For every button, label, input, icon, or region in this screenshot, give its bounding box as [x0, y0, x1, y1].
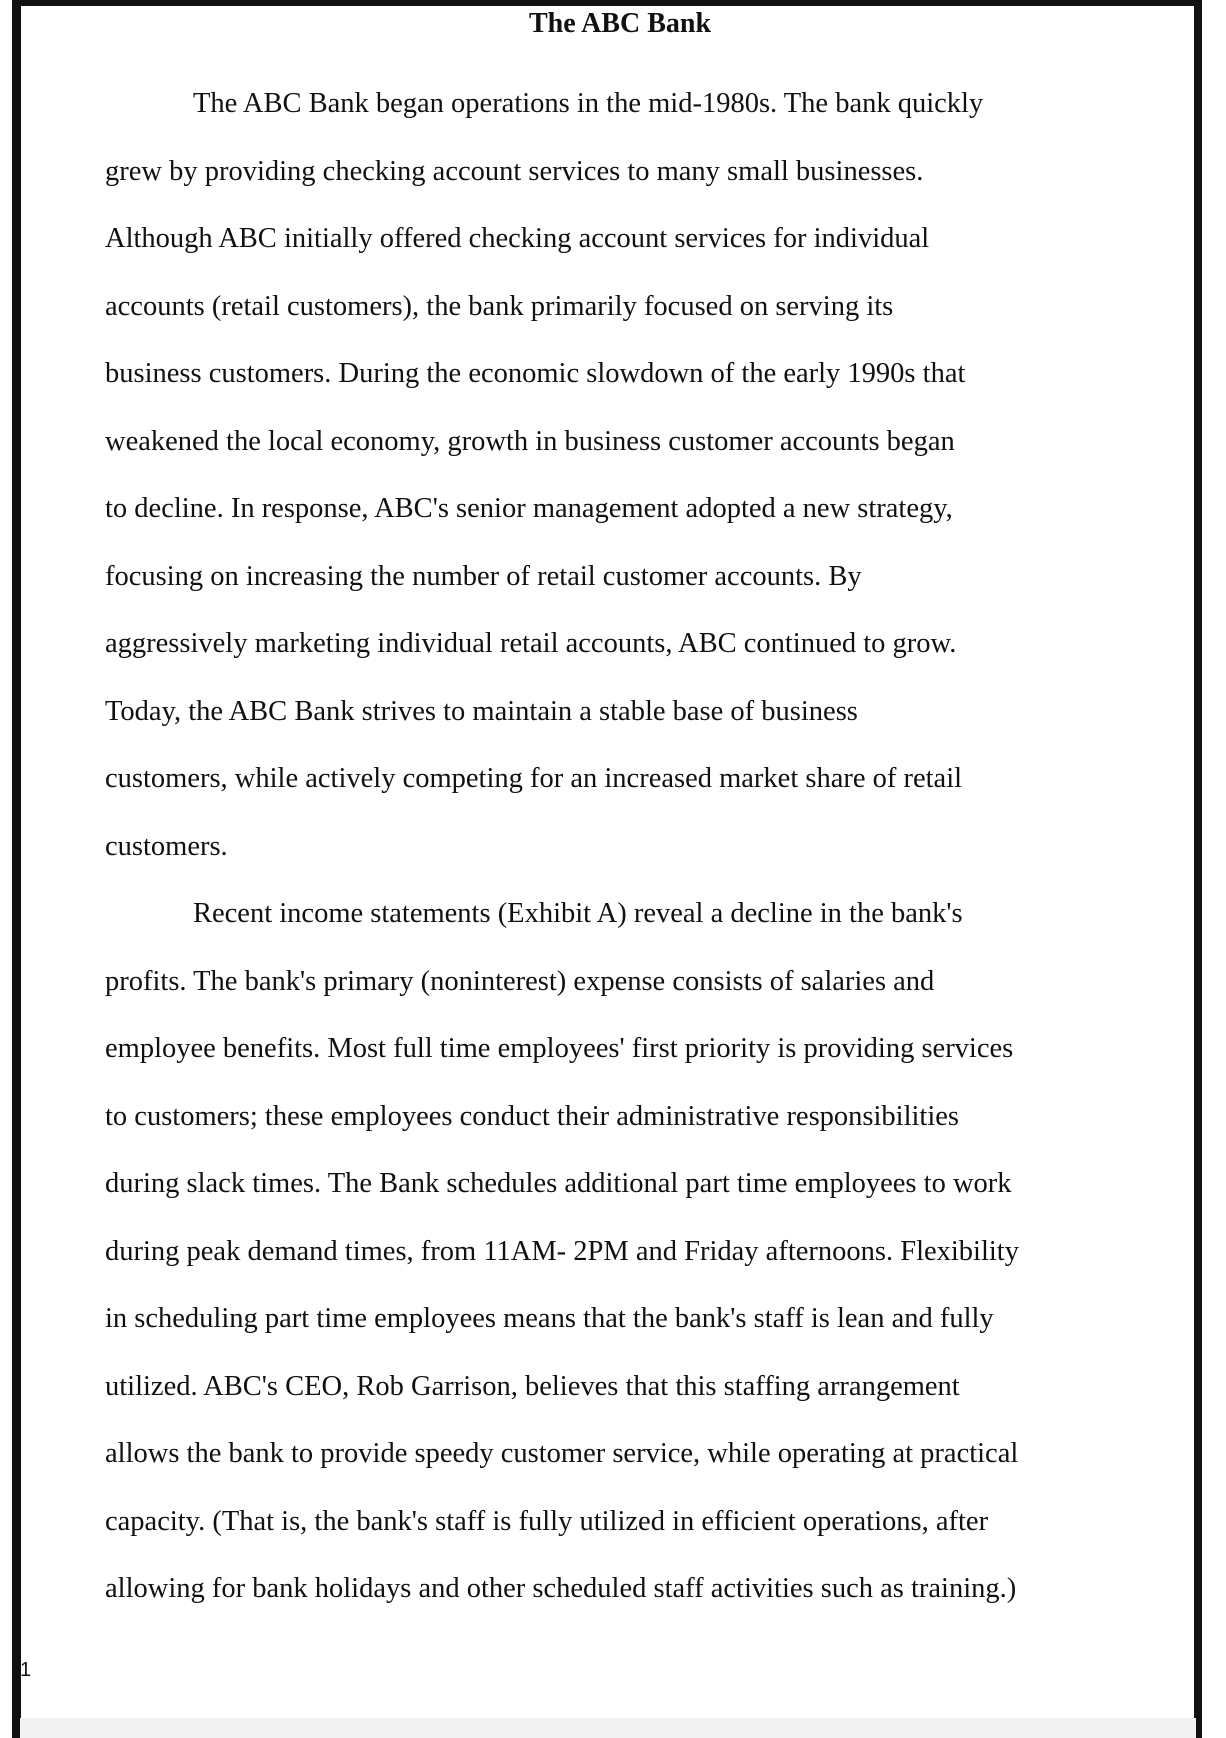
paragraph-line: Today, the ABC Bank strives to maintain a stable base of business [105, 695, 858, 727]
paragraph-line: aggressively marketing individual retail accounts, ABC continued to grow. [105, 628, 957, 659]
page-number: 1 [20, 1659, 32, 1681]
paragraph-2 [105, 880, 1205, 1623]
page-left-border [12, 0, 21, 1738]
paragraph-line: customers. [105, 830, 228, 862]
paragraph-line: business customers. During the economic slowdown of the early 1990s that [105, 358, 966, 389]
paragraph-line: weakened the local economy, growth in business customer accounts began [105, 425, 955, 457]
document-title: The ABC Bank [528, 8, 712, 39]
paragraph-line: during peak demand times, from 11AM- 2PM and Friday afternoons. Flexibility [105, 1235, 1019, 1267]
paragraph-line: in scheduling part time employees means that the bank's staff is lean and fully [105, 1303, 994, 1334]
document-body [105, 70, 1205, 1623]
paragraph-line: Although ABC initially offered checking account services for individual [105, 223, 930, 254]
paragraph-line: grew by providing checking account services to many small businesses. [105, 155, 924, 187]
paragraph-line: profits. The bank's primary (noninterest) expense consists of salaries and [105, 965, 935, 997]
paragraph-1 [105, 70, 1205, 880]
paragraph-line: The ABC Bank began operations in the mid-1980s. The bank quickly [193, 88, 984, 119]
paragraph-line: focusing on increasing the number of retail customer accounts. By [105, 560, 862, 592]
paragraph-line: during slack times. The Bank schedules additional part time employees to work [105, 1168, 1012, 1199]
paragraph-line: to customers; these employees conduct their administrative responsibilities [105, 1100, 960, 1132]
paragraph-line: utilized. ABC's CEO, Rob Garrison, believes that this staffing arrangement [105, 1370, 960, 1402]
page-footer-strip [20, 1718, 1196, 1738]
paragraph-line: to decline. In response, ABC's senior management adopted a new strategy, [105, 493, 953, 524]
paragraph-line: capacity. (That is, the bank's staff is fully utilized in efficient operations, after [105, 1505, 989, 1537]
paragraph-line: accounts (retail customers), the bank primarily focused on serving its [105, 290, 894, 322]
paragraph-line: employee benefits. Most full time employees' first priority is providing services [105, 1033, 1014, 1064]
paragraph-line: allows the bank to provide speedy customer service, while operating at practical [105, 1438, 1019, 1469]
paragraph-line: Recent income statements (Exhibit A) reveal a decline in the bank's [193, 898, 963, 929]
paragraph-line: customers, while actively competing for an increased market share of retail [105, 763, 963, 794]
paragraph-line: allowing for bank holidays and other scheduled staff activities such as training.) [105, 1573, 1017, 1604]
